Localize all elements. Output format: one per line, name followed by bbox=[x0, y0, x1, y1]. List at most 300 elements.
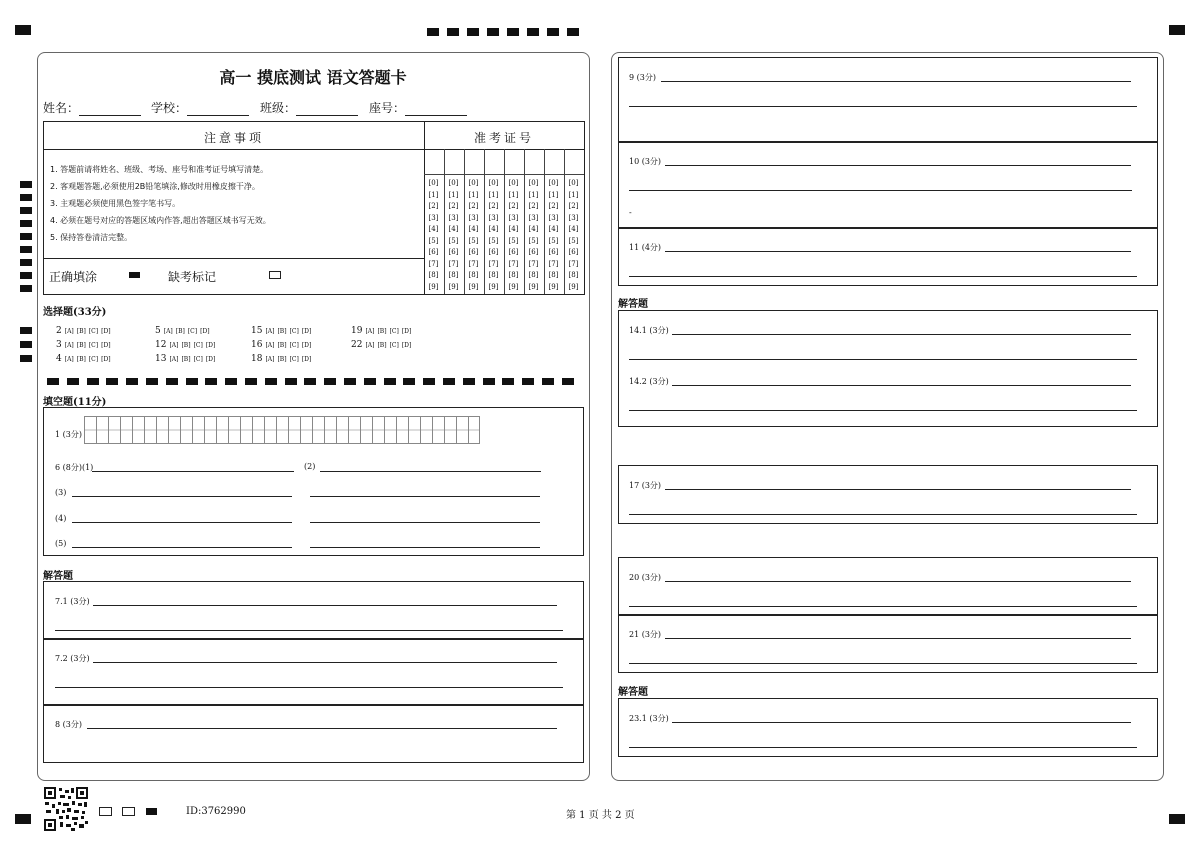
char-cell[interactable] bbox=[120, 416, 132, 444]
digit-bubble[interactable]: [3] bbox=[548, 213, 559, 222]
answer-line[interactable] bbox=[629, 663, 1137, 664]
timing-mark bbox=[447, 28, 459, 36]
char-cell[interactable] bbox=[324, 416, 336, 444]
answer-line[interactable] bbox=[310, 496, 540, 497]
char-cell[interactable] bbox=[96, 416, 108, 444]
char-cell[interactable] bbox=[384, 416, 396, 444]
option-bubble[interactable]: [B] bbox=[277, 356, 287, 363]
digit-bubble[interactable]: [0] bbox=[468, 179, 479, 187]
question-label: (4) bbox=[55, 514, 67, 523]
digit-bubble[interactable]: [0] bbox=[428, 179, 439, 187]
option-bubble[interactable]: [B] bbox=[377, 342, 387, 349]
choice-question bbox=[251, 354, 311, 364]
question-number: 18 bbox=[251, 354, 263, 364]
char-cell[interactable] bbox=[408, 416, 420, 444]
digit-bubble[interactable]: [3] bbox=[508, 213, 519, 222]
char-cell[interactable] bbox=[264, 416, 276, 444]
question-number: 3 bbox=[56, 340, 62, 350]
choice-question bbox=[155, 354, 215, 364]
char-cell[interactable] bbox=[180, 416, 192, 444]
notice-table bbox=[43, 121, 585, 295]
choice-title: 选择题(33分) bbox=[43, 307, 107, 318]
name-field[interactable]: 姓名： bbox=[43, 99, 141, 116]
option-bubble[interactable]: [A] bbox=[64, 328, 74, 335]
answer-line[interactable] bbox=[72, 547, 292, 548]
answer-line[interactable] bbox=[55, 687, 563, 688]
question-label: (5) bbox=[55, 539, 67, 548]
option-bubble[interactable]: [A] bbox=[265, 342, 275, 349]
grid-divider bbox=[524, 174, 544, 175]
char-cell[interactable] bbox=[396, 416, 408, 444]
option-bubble[interactable]: [A] bbox=[169, 342, 179, 349]
corner-mark-tl bbox=[15, 25, 31, 35]
answer-line[interactable] bbox=[665, 489, 1131, 490]
digit-bubble[interactable]: [8] bbox=[468, 271, 479, 279]
answer-line[interactable] bbox=[310, 547, 540, 548]
digit-bubble[interactable]: [8] bbox=[488, 271, 499, 279]
answer-line[interactable] bbox=[665, 581, 1131, 582]
digit-bubble[interactable]: [5] bbox=[528, 236, 539, 245]
option-bubble[interactable]: [C] bbox=[187, 328, 198, 335]
fill-correct-label: 正确填涂 bbox=[49, 270, 98, 284]
question-label: 10 (3分) bbox=[629, 157, 662, 166]
option-bubble[interactable]: [B] bbox=[277, 342, 287, 349]
answer-line[interactable] bbox=[87, 728, 557, 729]
stray-mark: - bbox=[629, 208, 632, 217]
answer-box-21 bbox=[618, 614, 1158, 673]
question-label: 8 (3分) bbox=[55, 720, 82, 729]
choice-question bbox=[56, 340, 111, 350]
choice-question bbox=[351, 326, 411, 336]
timing-mark bbox=[87, 378, 99, 385]
timing-mark bbox=[542, 378, 554, 385]
digit-bubble[interactable]: [9] bbox=[428, 282, 439, 291]
question-label: 21 (3分) bbox=[629, 630, 662, 639]
digit-bubble[interactable]: [3] bbox=[568, 213, 579, 222]
question-label: 20 (3分) bbox=[629, 573, 662, 582]
answer-line[interactable] bbox=[661, 81, 1131, 82]
char-cell[interactable] bbox=[228, 416, 240, 444]
option-bubble[interactable]: [C] bbox=[289, 342, 299, 349]
timing-mark bbox=[20, 259, 32, 266]
corner-mark-tr bbox=[1169, 25, 1185, 35]
digit-bubble[interactable]: [6] bbox=[468, 248, 479, 256]
digit-bubble[interactable]: [4] bbox=[548, 225, 559, 233]
timing-mark bbox=[324, 378, 336, 385]
answer-line[interactable] bbox=[310, 522, 540, 523]
option-bubble[interactable]: [C] bbox=[289, 328, 299, 335]
timing-mark bbox=[20, 285, 32, 292]
answer-box-7-2 bbox=[43, 638, 584, 706]
digit-bubble[interactable]: [4] bbox=[528, 225, 539, 233]
footer-box-empty bbox=[122, 807, 135, 816]
choice-question bbox=[155, 326, 210, 336]
answer-line[interactable] bbox=[672, 385, 1131, 386]
question-number: 13 bbox=[155, 354, 167, 364]
digit-bubble[interactable]: [6] bbox=[488, 248, 499, 256]
timing-mark bbox=[166, 378, 178, 385]
digit-bubble[interactable]: [5] bbox=[448, 236, 459, 245]
question-label: 17 (3分) bbox=[629, 481, 662, 490]
digit-bubble[interactable]: [5] bbox=[468, 236, 479, 245]
timing-mark bbox=[364, 378, 376, 385]
char-cell[interactable] bbox=[168, 416, 180, 444]
digit-bubble[interactable]: [9] bbox=[508, 282, 519, 291]
page-title: 高一 摸底测试 语文答题卡 bbox=[219, 68, 407, 87]
question-label: (3) bbox=[55, 488, 67, 497]
digit-bubble[interactable]: [2] bbox=[508, 202, 519, 210]
timing-mark bbox=[106, 378, 118, 385]
answer-line[interactable] bbox=[672, 334, 1131, 335]
char-cell[interactable] bbox=[468, 416, 480, 444]
option-bubble[interactable]: [C] bbox=[389, 328, 399, 335]
digit-bubble[interactable]: [5] bbox=[488, 236, 499, 245]
digit-bubble[interactable]: [2] bbox=[528, 202, 539, 210]
digit-bubble[interactable]: [6] bbox=[428, 248, 439, 256]
option-bubble[interactable]: [B] bbox=[277, 328, 287, 335]
char-cell[interactable] bbox=[360, 416, 372, 444]
char-cell[interactable] bbox=[276, 416, 288, 444]
char-cell[interactable] bbox=[300, 416, 312, 444]
char-cell[interactable] bbox=[288, 416, 300, 444]
timing-mark bbox=[463, 378, 475, 385]
digit-bubble[interactable]: [5] bbox=[508, 236, 519, 245]
digit-bubble[interactable]: [4] bbox=[428, 225, 439, 233]
answer-line[interactable] bbox=[72, 522, 292, 523]
timing-mark bbox=[186, 378, 198, 385]
digit-bubble[interactable]: [8] bbox=[428, 271, 439, 279]
notice-item: 2. 客观题答题,必须使用2B铅笔填涂,修改时用橡皮擦干净。 bbox=[50, 182, 260, 191]
digit-bubble[interactable]: [0] bbox=[448, 179, 459, 187]
option-bubble[interactable]: [C] bbox=[193, 356, 203, 363]
digit-bubble[interactable]: [1] bbox=[548, 190, 559, 199]
corner-mark-br bbox=[1169, 814, 1185, 824]
digit-bubble[interactable]: [8] bbox=[548, 271, 559, 279]
seat-field[interactable]: 座号： bbox=[369, 99, 467, 116]
option-bubble[interactable]: [B] bbox=[76, 328, 86, 335]
digit-bubble[interactable]: [0] bbox=[528, 179, 539, 187]
timing-mark bbox=[20, 233, 32, 240]
answer-line[interactable] bbox=[72, 496, 292, 497]
grid-divider bbox=[484, 174, 504, 175]
digit-bubble[interactable]: [3] bbox=[528, 213, 539, 222]
digit-bubble[interactable]: [6] bbox=[528, 248, 539, 256]
timing-mark bbox=[20, 194, 32, 201]
school-field[interactable]: 学校： bbox=[151, 99, 249, 116]
question-number: 12 bbox=[155, 340, 167, 350]
digit-bubble[interactable]: [2] bbox=[548, 202, 559, 210]
digit-bubble[interactable]: [5] bbox=[548, 236, 559, 245]
choice-question bbox=[155, 340, 215, 350]
fill-title: 填空题(11分) bbox=[43, 397, 107, 408]
char-cell[interactable] bbox=[252, 416, 264, 444]
digit-bubble[interactable]: [2] bbox=[468, 202, 479, 210]
choice-question bbox=[351, 340, 411, 350]
char-cell[interactable] bbox=[420, 416, 432, 444]
char-grid[interactable] bbox=[84, 416, 480, 444]
timing-mark bbox=[443, 378, 455, 385]
digit-bubble[interactable]: [7] bbox=[528, 259, 539, 268]
option-bubble[interactable]: [B] bbox=[181, 342, 191, 349]
digit-bubble[interactable]: [2] bbox=[448, 202, 459, 210]
digit-bubble[interactable]: [3] bbox=[488, 213, 499, 222]
char-cell[interactable] bbox=[144, 416, 156, 444]
filled-sample-icon bbox=[129, 272, 140, 278]
answer-box-17 bbox=[618, 465, 1158, 524]
answer-box-9 bbox=[618, 57, 1158, 143]
option-bubble[interactable]: [B] bbox=[175, 328, 185, 335]
timing-mark bbox=[225, 378, 237, 385]
option-bubble[interactable]: [A] bbox=[265, 328, 275, 335]
option-bubble[interactable]: [A] bbox=[169, 356, 179, 363]
digit-bubble[interactable]: [4] bbox=[468, 225, 479, 233]
option-bubble[interactable]: [D] bbox=[101, 342, 111, 349]
option-bubble[interactable]: [B] bbox=[181, 356, 191, 363]
answer-line[interactable] bbox=[629, 514, 1137, 515]
answer-title: 解答题 bbox=[43, 571, 73, 582]
digit-bubble[interactable]: [6] bbox=[448, 248, 459, 256]
question-number: 19 bbox=[351, 326, 363, 336]
option-bubble[interactable]: [A] bbox=[265, 356, 275, 363]
option-bubble[interactable]: [A] bbox=[64, 356, 74, 363]
answer-line[interactable] bbox=[93, 662, 557, 663]
answer-box-10 bbox=[618, 141, 1158, 229]
choice-question bbox=[56, 326, 111, 336]
char-cell[interactable] bbox=[336, 416, 348, 444]
class-field[interactable]: 班级： bbox=[260, 99, 358, 116]
qr-code-icon bbox=[43, 786, 89, 832]
timing-mark bbox=[547, 28, 559, 36]
option-bubble[interactable]: [C] bbox=[88, 328, 99, 335]
timing-mark bbox=[344, 378, 356, 385]
option-bubble[interactable]: [B] bbox=[76, 356, 86, 363]
option-bubble[interactable]: [C] bbox=[389, 342, 399, 349]
digit-bubble[interactable]: [4] bbox=[488, 225, 499, 233]
digit-bubble[interactable]: [8] bbox=[448, 271, 459, 279]
digit-bubble[interactable]: [6] bbox=[548, 248, 559, 256]
notice-item: 4. 必须在题号对应的答题区域内作答,超出答题区域书写无效。 bbox=[50, 216, 271, 225]
timing-mark bbox=[487, 28, 499, 36]
answer-line[interactable] bbox=[629, 106, 1137, 107]
timing-mark bbox=[146, 378, 158, 385]
digit-bubble[interactable]: [0] bbox=[548, 179, 559, 187]
grid-divider bbox=[504, 174, 524, 175]
digit-bubble[interactable]: [4] bbox=[568, 225, 579, 233]
answer-line[interactable] bbox=[629, 606, 1137, 607]
question-label: 23.1 (3分) bbox=[629, 714, 669, 723]
question-label: 11 (4分) bbox=[629, 243, 662, 252]
question-label: 6 (8分)(1) bbox=[55, 463, 94, 472]
option-bubble[interactable]: [D] bbox=[205, 342, 216, 349]
timing-mark bbox=[20, 327, 32, 334]
char-cell[interactable] bbox=[156, 416, 168, 444]
answer-box-20 bbox=[618, 557, 1158, 616]
char-cell[interactable] bbox=[192, 416, 204, 444]
digit-bubble[interactable]: [7] bbox=[508, 259, 519, 268]
digit-bubble[interactable]: [3] bbox=[448, 213, 459, 222]
digit-bubble[interactable]: [1] bbox=[468, 190, 479, 199]
option-bubble[interactable]: [C] bbox=[88, 356, 99, 363]
digit-bubble[interactable]: [9] bbox=[568, 282, 579, 291]
char-cell[interactable] bbox=[372, 416, 384, 444]
option-bubble[interactable]: [D] bbox=[401, 328, 412, 335]
option-bubble[interactable]: [D] bbox=[200, 328, 210, 335]
char-cell[interactable] bbox=[456, 416, 468, 444]
option-bubble[interactable]: [B] bbox=[76, 342, 86, 349]
timing-mark bbox=[427, 28, 439, 36]
digit-bubble[interactable]: [8] bbox=[568, 271, 579, 279]
answer-line[interactable] bbox=[629, 747, 1137, 748]
option-bubble[interactable]: [A] bbox=[365, 342, 375, 349]
question-label: 1 (3分) bbox=[55, 430, 82, 439]
option-bubble[interactable]: [D] bbox=[401, 342, 412, 349]
digit-bubble[interactable]: [2] bbox=[488, 202, 499, 210]
digit-bubble[interactable]: [0] bbox=[488, 179, 499, 187]
grid-divider bbox=[444, 174, 464, 175]
notice-title: 注意事项 bbox=[203, 131, 264, 145]
answer-line[interactable] bbox=[629, 190, 1132, 191]
left-panel bbox=[37, 52, 590, 781]
digit-bubble[interactable]: [0] bbox=[508, 179, 519, 187]
digit-bubble[interactable]: [4] bbox=[448, 225, 459, 233]
digit-bubble[interactable]: [3] bbox=[428, 213, 439, 222]
option-bubble[interactable]: [D] bbox=[301, 356, 312, 363]
footer-box-filled bbox=[146, 808, 157, 815]
digit-bubble[interactable]: [7] bbox=[568, 259, 579, 268]
digit-bubble[interactable]: [8] bbox=[508, 271, 519, 279]
timing-mark bbox=[304, 378, 316, 385]
digit-bubble[interactable]: [7] bbox=[468, 259, 479, 268]
digit-bubble[interactable]: [5] bbox=[568, 236, 579, 245]
timing-mark bbox=[20, 207, 32, 214]
answer-line[interactable] bbox=[672, 722, 1131, 723]
option-bubble[interactable]: [B] bbox=[377, 328, 387, 335]
answer-line[interactable] bbox=[665, 165, 1131, 166]
answer-box-23 bbox=[618, 698, 1158, 757]
digit-bubble[interactable]: [1] bbox=[428, 190, 439, 199]
question-number: 5 bbox=[155, 326, 161, 336]
digit-bubble[interactable]: [1] bbox=[568, 190, 579, 199]
fill-box bbox=[43, 407, 584, 556]
answer-line[interactable] bbox=[55, 630, 563, 631]
answer-line[interactable] bbox=[320, 471, 541, 472]
digit-bubble[interactable]: [5] bbox=[428, 236, 439, 245]
timing-mark bbox=[502, 378, 514, 385]
char-cell[interactable] bbox=[84, 416, 96, 444]
char-cell[interactable] bbox=[216, 416, 228, 444]
char-cell[interactable] bbox=[348, 416, 360, 444]
timing-mark bbox=[20, 272, 32, 279]
option-bubble[interactable]: [D] bbox=[301, 342, 312, 349]
option-bubble[interactable]: [D] bbox=[301, 328, 312, 335]
choice-question bbox=[251, 340, 311, 350]
option-bubble[interactable]: [C] bbox=[289, 356, 299, 363]
answer-line[interactable] bbox=[629, 359, 1137, 360]
digit-bubble[interactable]: [1] bbox=[508, 190, 519, 199]
timing-mark bbox=[67, 378, 79, 385]
option-bubble[interactable]: [C] bbox=[193, 342, 203, 349]
timing-mark bbox=[403, 378, 415, 385]
digit-bubble[interactable]: [9] bbox=[548, 282, 559, 291]
digit-bubble[interactable]: [0] bbox=[568, 179, 579, 187]
timing-mark bbox=[20, 246, 32, 253]
absent-checkbox[interactable] bbox=[269, 271, 281, 279]
timing-mark bbox=[562, 378, 574, 385]
digit-bubble[interactable]: [1] bbox=[448, 190, 459, 199]
sheet-id: ID:3762990 bbox=[186, 806, 246, 817]
answer-line[interactable] bbox=[93, 605, 557, 606]
timing-mark bbox=[126, 378, 138, 385]
option-bubble[interactable]: [A] bbox=[163, 328, 173, 335]
timing-mark bbox=[265, 378, 277, 385]
answer-line[interactable] bbox=[665, 638, 1131, 639]
digit-bubble[interactable]: [8] bbox=[528, 271, 539, 279]
digit-bubble[interactable]: [6] bbox=[508, 248, 519, 256]
char-cell[interactable] bbox=[240, 416, 252, 444]
footer-box-empty bbox=[99, 807, 112, 816]
exam-id-title: 准考证号 bbox=[473, 131, 534, 145]
digit-bubble[interactable]: [2] bbox=[428, 202, 439, 210]
digit-bubble[interactable]: [9] bbox=[528, 282, 539, 291]
option-bubble[interactable]: [C] bbox=[88, 342, 99, 349]
option-bubble[interactable]: [A] bbox=[365, 328, 375, 335]
timing-mark bbox=[20, 220, 32, 227]
answer-box-7-1 bbox=[43, 581, 584, 640]
timing-mark bbox=[483, 378, 495, 385]
answer-line[interactable] bbox=[629, 410, 1137, 411]
digit-bubble[interactable]: [1] bbox=[528, 190, 539, 199]
answer-box-11 bbox=[618, 227, 1158, 286]
char-cell[interactable] bbox=[132, 416, 144, 444]
question-number: 22 bbox=[351, 340, 363, 350]
timing-mark bbox=[20, 341, 32, 348]
digit-bubble[interactable]: [9] bbox=[488, 282, 499, 291]
grid-divider bbox=[424, 174, 444, 175]
digit-bubble[interactable]: [6] bbox=[568, 248, 579, 256]
char-cell[interactable] bbox=[108, 416, 120, 444]
digit-bubble[interactable]: [3] bbox=[468, 213, 479, 222]
char-cell[interactable] bbox=[432, 416, 444, 444]
char-cell[interactable] bbox=[312, 416, 324, 444]
answer-line[interactable] bbox=[665, 251, 1131, 252]
char-cell[interactable] bbox=[444, 416, 456, 444]
option-bubble[interactable]: [D] bbox=[101, 328, 111, 335]
question-label: 14.2 (3分) bbox=[629, 377, 669, 386]
timing-mark bbox=[423, 378, 435, 385]
digit-bubble[interactable]: [7] bbox=[488, 259, 499, 268]
question-label: 7.1 (3分) bbox=[55, 597, 90, 606]
digit-bubble[interactable]: [2] bbox=[568, 202, 579, 210]
digit-bubble[interactable]: [7] bbox=[548, 259, 559, 268]
timing-mark bbox=[522, 378, 534, 385]
digit-bubble[interactable]: [9] bbox=[448, 282, 459, 291]
option-bubble[interactable]: [A] bbox=[64, 342, 74, 349]
answer-line[interactable] bbox=[629, 276, 1137, 277]
option-bubble[interactable]: [D] bbox=[205, 356, 216, 363]
digit-bubble[interactable]: [1] bbox=[488, 190, 499, 199]
digit-bubble[interactable]: [4] bbox=[508, 225, 519, 233]
option-bubble[interactable]: [D] bbox=[101, 356, 111, 363]
notice-item: 3. 主观题必须使用黑色签字笔书写。 bbox=[50, 199, 181, 208]
char-cell[interactable] bbox=[204, 416, 216, 444]
digit-bubble[interactable]: [7] bbox=[448, 259, 459, 268]
timing-mark bbox=[567, 28, 579, 36]
question-number: 4 bbox=[56, 354, 62, 364]
digit-bubble[interactable]: [9] bbox=[468, 282, 479, 291]
digit-bubble[interactable]: [7] bbox=[428, 259, 439, 268]
answer-line[interactable] bbox=[92, 471, 294, 472]
timing-mark bbox=[467, 28, 479, 36]
